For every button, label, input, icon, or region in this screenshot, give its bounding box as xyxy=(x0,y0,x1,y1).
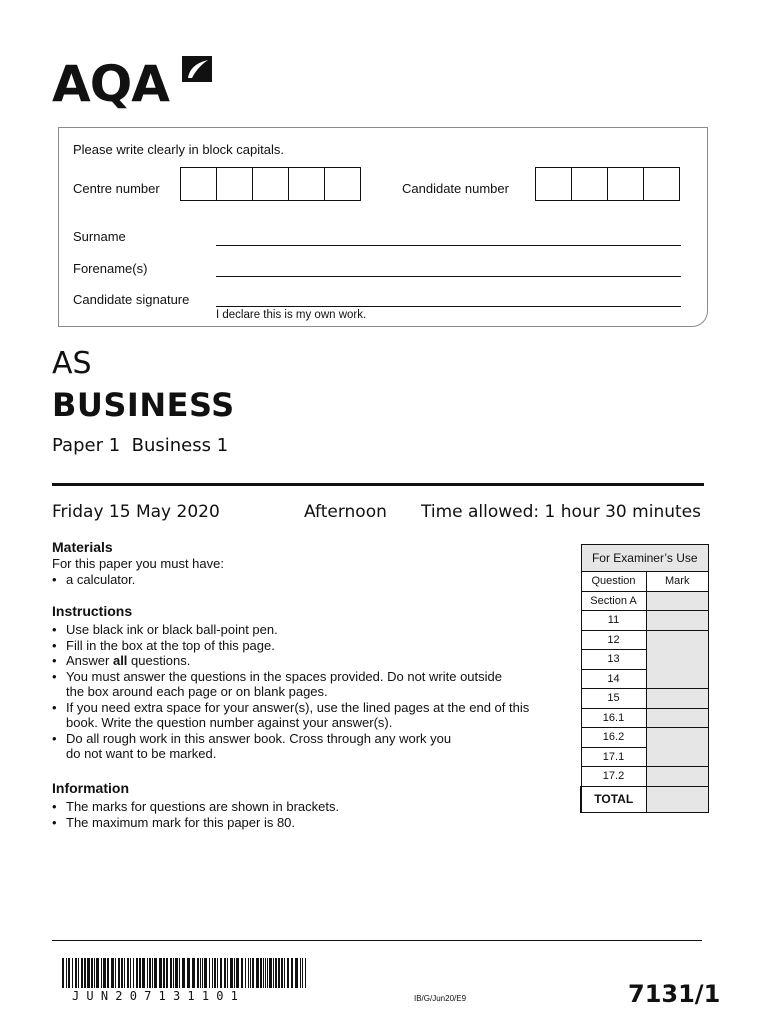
list-item xyxy=(52,700,542,731)
signature-field[interactable] xyxy=(216,306,681,307)
question-cell: 17.2 xyxy=(581,767,646,787)
centre-number-digit-box[interactable] xyxy=(253,167,289,201)
mark-cell xyxy=(646,689,709,709)
barcode-text: JUN207131101 xyxy=(72,989,246,1003)
information-heading: Information xyxy=(52,780,129,796)
materials-list xyxy=(52,572,552,588)
question-cell: Section A xyxy=(581,591,646,611)
mark-column-header: Mark xyxy=(646,572,709,592)
title-divider xyxy=(52,483,704,486)
paper-code: 7131/1 xyxy=(628,980,721,1008)
qualification-level: AS xyxy=(52,346,92,381)
list-item xyxy=(52,622,542,638)
list-item xyxy=(52,669,506,700)
mark-cell xyxy=(646,630,709,689)
question-cell: 16.1 xyxy=(581,708,646,728)
footer-divider xyxy=(52,940,702,941)
candidate-number-digit-box[interactable] xyxy=(535,167,572,201)
instructions-list xyxy=(52,622,542,762)
centre-number-digit-box[interactable] xyxy=(180,167,217,201)
instruction-text: Answer xyxy=(66,653,113,668)
question-cell: 13 xyxy=(581,650,646,670)
logo-leaf-icon xyxy=(180,54,214,84)
examiner-table-title: For Examiner’s Use xyxy=(581,545,709,572)
question-cell: 12 xyxy=(581,630,646,650)
instruction-text: Do all rough work in this answer book. Cross through any work you do not want to be marked. xyxy=(66,730,452,761)
question-cell: 11 xyxy=(581,611,646,631)
time-allowed: Time allowed: 1 hour 30 minutes xyxy=(421,502,701,522)
instruction-text: Fill in the box at the top of this page. xyxy=(66,637,275,653)
paper-title xyxy=(52,435,228,456)
question-cell: 14 xyxy=(581,669,646,689)
mark-cell xyxy=(646,728,709,767)
reference-code: IB/G/Jun20/E9 xyxy=(414,994,467,1003)
surname-label: Surname xyxy=(73,229,126,244)
instruction-text: You must answer the questions in the spaces provided. Do not write outside the box around each page or on blank pages. xyxy=(66,668,502,699)
declaration-text: I declare this is my own work. xyxy=(216,309,367,321)
list-item xyxy=(52,731,466,762)
question-cell: 15 xyxy=(581,689,646,709)
exam-date: Friday 15 May 2020 xyxy=(52,502,220,522)
paper-title-text: Paper 1 Business 1 xyxy=(52,435,229,456)
question-cell: 17.1 xyxy=(581,747,646,767)
candidate-number-digit-box[interactable] xyxy=(644,167,680,201)
candidate-number-boxes[interactable] xyxy=(535,167,680,201)
list-item: • The maximum mark for this paper is 80. xyxy=(52,815,552,831)
candidate-number-digit-box[interactable] xyxy=(608,167,644,201)
aqa-logo xyxy=(52,56,222,112)
centre-number-boxes[interactable] xyxy=(180,167,361,201)
instructions-heading: Instructions xyxy=(52,603,133,619)
centre-number-digit-box[interactable] xyxy=(325,167,361,201)
instruction-text: If you need extra space for your answer(s), use the lined pages at the end of this book. Write the question number against your answer(s). xyxy=(66,699,530,730)
mark-cell xyxy=(646,708,709,728)
total-label: TOTAL xyxy=(581,786,646,812)
question-cell: 16.2 xyxy=(581,728,646,748)
forename-label: Forename(s) xyxy=(73,261,148,276)
total-mark-cell xyxy=(646,786,709,812)
mark-cell xyxy=(646,591,709,611)
surname-field[interactable] xyxy=(216,245,681,246)
candidate-number-label: Candidate number xyxy=(402,181,509,196)
instruction-emphasis: all xyxy=(112,653,128,668)
forename-field[interactable] xyxy=(216,276,681,277)
barcode-icon xyxy=(62,958,308,988)
list-item: • The marks for questions are shown in brackets. xyxy=(52,799,552,815)
instruction-text: Use black ink or black ball-point pen. xyxy=(66,622,278,637)
instruction-text: questions. xyxy=(127,653,191,668)
question-column-header: Question xyxy=(581,572,646,592)
candidate-number-digit-box[interactable] xyxy=(572,167,608,201)
subject-title: BUSINESS xyxy=(52,386,235,424)
list-item xyxy=(52,653,542,669)
list-item xyxy=(52,638,542,654)
mark-cell xyxy=(646,611,709,631)
examiner-use-table xyxy=(580,544,709,813)
block-capitals-instruction: Please write clearly in block capitals. xyxy=(73,142,284,157)
materials-intro: For this paper you must have: xyxy=(52,556,224,571)
centre-number-label: Centre number xyxy=(73,181,160,196)
candidate-details-box xyxy=(58,127,708,327)
signature-label: Candidate signature xyxy=(73,292,190,307)
exam-session: Afternoon xyxy=(304,502,387,522)
materials-heading: Materials xyxy=(52,539,113,555)
logo-text: AQA xyxy=(52,55,169,113)
list-item: • a calculator. xyxy=(52,572,552,588)
centre-number-digit-box[interactable] xyxy=(289,167,325,201)
centre-number-digit-box[interactable] xyxy=(217,167,253,201)
information-list xyxy=(52,799,552,830)
mark-cell xyxy=(646,767,709,787)
